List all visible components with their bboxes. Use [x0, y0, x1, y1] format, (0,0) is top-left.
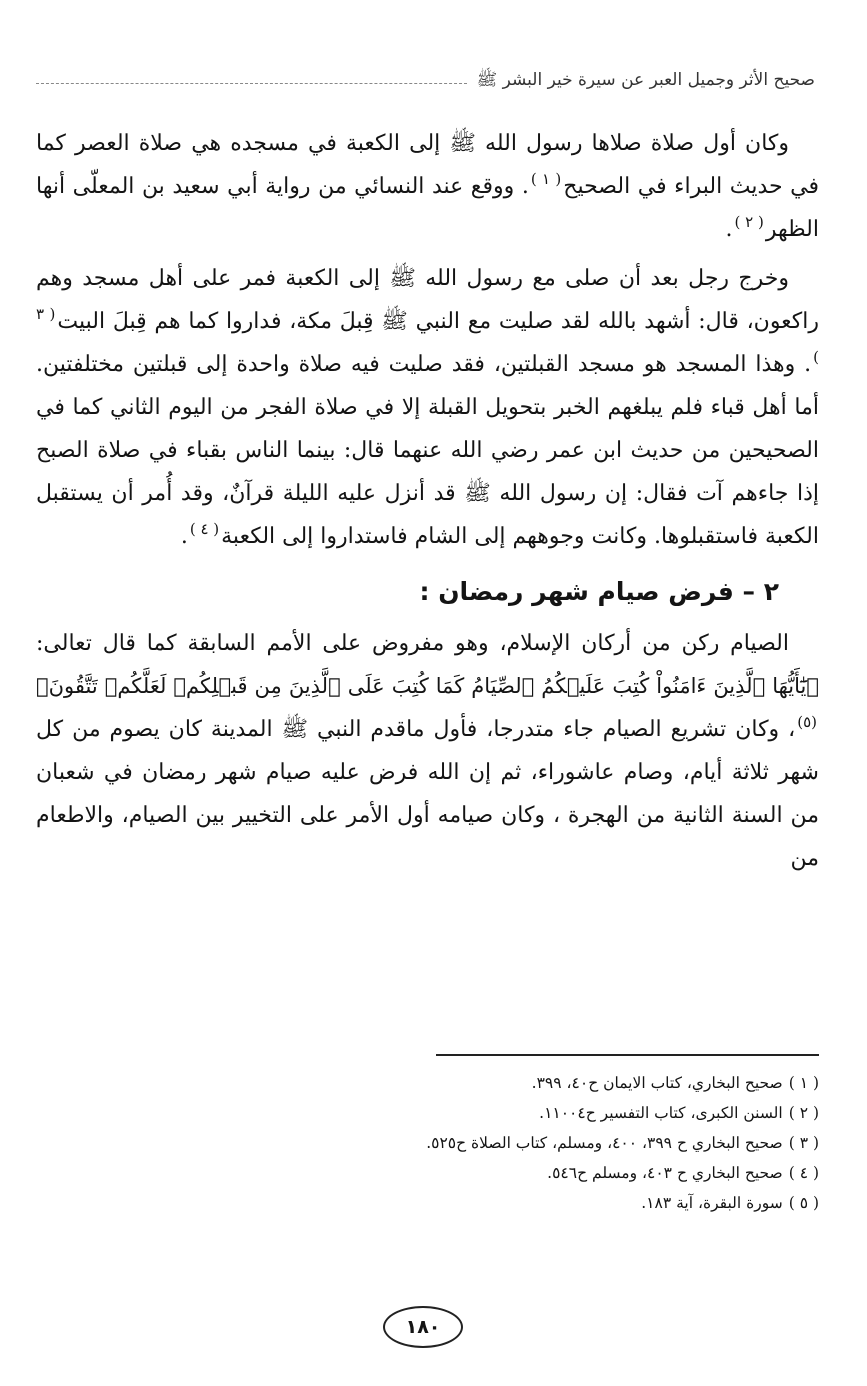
running-title: صحيح الأثر وجميل العبر عن سيرة خير البشر ﷺ — [476, 69, 815, 90]
footnote-number: ( ٤ ) — [788, 1164, 819, 1182]
paragraph-first-prayer — [36, 122, 819, 251]
paragraph-text: . — [725, 217, 733, 242]
footnote-item — [300, 1188, 819, 1218]
footnote-ref-5: (٥) — [797, 713, 817, 731]
page-number: ١٨٠ — [383, 1306, 463, 1348]
quran-verse: ﴿يَٰٓأَيُّهَا ٱلَّذِينَ ءَامَنُواْ كُتِبَ عَلَيۡكُمُ ٱلصِّيَامُ كَمَا كُتِبَ عَلَى ٱلَّذِينَ مِن قَبۡلِكُمۡ لَعَلَّكُمۡ تَتَّقُونَ﴾ — [36, 674, 819, 698]
footnote-divider — [436, 1054, 819, 1056]
footnote-text: سورة البقرة، آية ١٨٣. — [641, 1194, 783, 1212]
footnote-text: صحيح البخاري ح ٤٠٣، ومسلم ح٥٤٦. — [547, 1164, 783, 1182]
footnote-number: ( ١ ) — [788, 1074, 819, 1092]
footnote-number: ( ٢ ) — [788, 1104, 819, 1122]
paragraph-qiblatain — [36, 257, 819, 558]
footnotes — [300, 1068, 819, 1218]
paragraph-text: الصيام ركن من أركان الإسلام، وهو مفروض على الأمم السابقة كما قال تعالى: — [36, 631, 789, 656]
footnote-item — [300, 1068, 819, 1098]
footnote-ref-3: ( ٣ ) — [36, 305, 819, 366]
footnote-text: صحيح البخاري، كتاب الايمان ح٤٠، ٣٩٩. — [531, 1074, 783, 1092]
main-text — [36, 122, 819, 880]
section-heading: ٢ – فرض صيام شهر رمضان : — [419, 577, 779, 606]
paragraph-text: . ووقع عند النسائي من رواية أبي سعيد بن المعلّى أنها الظهر — [36, 174, 819, 242]
paragraph-text: وكان أول صلاة صلاها رسول الله ﷺ إلى الكعبة في مسجده هي صلاة العصر كما في حديث البراء في الصحيح — [36, 131, 820, 199]
footnote-ref-1: ( ١ ) — [530, 170, 562, 188]
footnote-text: صحيح البخاري ح ٣٩٩، ٤٠٠، ومسلم، كتاب الصلاة ح٥٢٥. — [426, 1134, 783, 1152]
footnote-number: ( ٥ ) — [788, 1194, 819, 1212]
running-header — [36, 66, 815, 96]
footnote-item — [300, 1098, 819, 1128]
footnote-text: السنن الكبرى، كتاب التفسير ح١١٠٠٤. — [539, 1104, 783, 1122]
paragraph-fasting — [36, 622, 819, 880]
paragraph-text: . — [180, 524, 188, 549]
footnote-ref-4: ( ٤ ) — [189, 520, 220, 538]
paragraph-text: . وهذا المسجد هو مسجد القبلتين، فقد صليت فيه صلاة واحدة إلى قبلتين مختلفتين. أما أهل قباء فلم يبلغهم الخبر بتحويل القبلة إلا في صلاة الفجر من اليوم الثاني كما في الصحيحين من حديث ابن عمر رضي الله عنهما قال: بينما الناس بقباء في صلاة الصبح إذا جاءهم آت فقال: إن رسول الله ﷺ قد أنزل عليه الليلة قرآنٌ، وقد أُمر أن يستقبل الكعبة فاستقبلوها. وكانت وجوههم إلى الشام فاستداروا إلى الكعبة — [36, 352, 819, 549]
paragraph-text: ، وكان تشريع الصيام جاء متدرجا، فأول ماقدم النبي ﷺ المدينة كان يصوم من كل شهر ثلاثة أيام، وصام عاشوراء، ثم إن الله فرض عليه صيام شهر رمضان في شعبان من السنة الثانية من الهجرة ، وكان صيامه أول الأمر على التخيير بين الصيام، والاطعام من — [36, 717, 819, 871]
footnote-number: ( ٣ ) — [788, 1134, 819, 1152]
footnote-item — [300, 1128, 819, 1158]
paragraph-text: وخرج رجل بعد أن صلى مع رسول الله ﷺ إلى الكعبة فمر على أهل مسجد وهم راكعون، قال: أشهد بالله لقد صليت مع النبي ﷺ قِبلَ مكة، فداروا كما هم قِبلَ البيت — [36, 266, 820, 334]
header-rule — [36, 83, 467, 84]
footnote-ref-2: ( ٢ ) — [734, 213, 764, 231]
footnote-item — [300, 1158, 819, 1188]
